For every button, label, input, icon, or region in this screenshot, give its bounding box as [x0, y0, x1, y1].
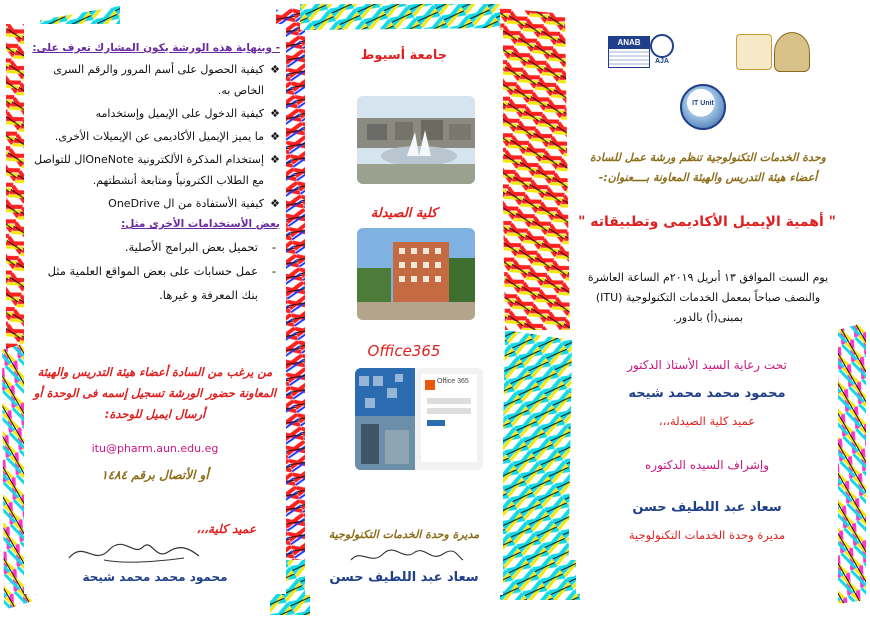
organizer-line: وحدة الخدمات التكنولوجية تنظم ورشة عمل للسادة أعضاء هيئة التدريس والهيئة المعاونة بــــعنوان:-: [590, 151, 826, 184]
list-item: - تحميل بعض البرامج الأصلية.: [124, 240, 276, 254]
campus-photo: [357, 96, 475, 184]
director-title: مديرة وحدة الخدمات التكنولوجية: [328, 528, 480, 541]
intro-line: - وبنهاية هذه الورشة يكون المشارك تعرف على:: [32, 42, 280, 54]
diamond-bullet-icon: ❖: [270, 107, 280, 120]
faculty-building-photo: [357, 228, 475, 320]
faculty-name: كلية الصيدلة: [370, 206, 438, 221]
supervisor-role: مديرة وحدة الخدمات التكنولوجية: [628, 528, 786, 542]
contact-phone: أو الأتصال برقم ١٤٨٤: [101, 468, 209, 482]
supervisor-name: سعاد عبد اللطيف حسن: [632, 500, 782, 515]
dean-name: محمود محمد محمد شيحة: [82, 570, 228, 584]
supervise-line: وإشراف السيده الدكتوره: [644, 458, 769, 472]
other-uses-heading: بعض الأستخدامات الأخرى مثل:: [121, 218, 280, 230]
dean-signature: [64, 538, 204, 568]
contact-email[interactable]: itu@pharm.aun.edu.eg: [91, 442, 219, 455]
office365-screenshot: [355, 368, 483, 470]
list-item: ❖ ما يميز الإيميل الأكاديمى عن الإيميلات الأخرى.: [32, 126, 280, 147]
list-item: ❖ إستخدام المذكرة الألكترونية OneNoteال للتواصل مع الطلاب الكترونياً ومتابعة أنشطتهم.: [32, 149, 280, 191]
dean-title: عميد كلية،،،: [196, 522, 256, 536]
diamond-bullet-icon: ❖: [270, 63, 280, 76]
list-item: ❖ كيفية الأستفادة من ال OneDrive: [32, 193, 280, 214]
university-name: جامعة أسيوط: [360, 48, 448, 63]
patron-line: تحت رعاية السيد الأستاذ الدكتور: [627, 358, 787, 372]
list-item: ❖ كيفية الحصول على أسم المرور والرقم السرى الخاص به.: [32, 59, 280, 101]
faculty-crest-logo: [736, 34, 772, 70]
list-item: ❖ كيفية الدخول على الإيميل وإستخدامه: [32, 103, 280, 124]
office365-logo-text: Office 365: [437, 378, 469, 385]
university-crest-logo: [774, 32, 810, 72]
left-panel: [24, 24, 286, 594]
patron-name: محمود محمد محمد شيحه: [628, 386, 786, 401]
patron-role: عميد كلية الصيدلة،،،: [658, 414, 756, 428]
workshop-title: " أهمية الإيميل الأكاديمى وتطبيقاته ": [578, 214, 836, 230]
list-item: - عمل حسابات على بعض المواقع العلمية مثل بنك المعرفة و غيرها.: [47, 264, 276, 302]
anab-logo: ANAB: [608, 36, 650, 68]
director-name: سعاد عبد اللطيف حسن: [329, 570, 479, 585]
middle-panel: [305, 30, 503, 595]
director-signature: [345, 544, 465, 570]
it-unit-logo: IT Unit: [680, 84, 726, 130]
office365-label: Office365: [367, 342, 441, 360]
diamond-bullet-icon: ❖: [270, 197, 280, 210]
registration-invite: من يرغب من السادة أعضاء هيئة التدريس والهيئة المعاونة حضور الورشة تسجيل إسمه فى الوحدة أو أرسال ايميل للوحدة:: [33, 365, 277, 421]
aja-logo: AJA: [650, 34, 674, 66]
right-panel: [576, 24, 838, 594]
workshop-details: يوم السبت الموافق ١٣ أبريل ٢٠١٩م الساعة العاشرة والنصف صباحاً بمعمل الخدمات التكنولوجية (ITU) بمبنى(أ) بالدور.: [587, 271, 829, 324]
diamond-bullet-icon: ❖: [270, 130, 280, 143]
diamond-bullet-icon: ❖: [270, 153, 280, 166]
